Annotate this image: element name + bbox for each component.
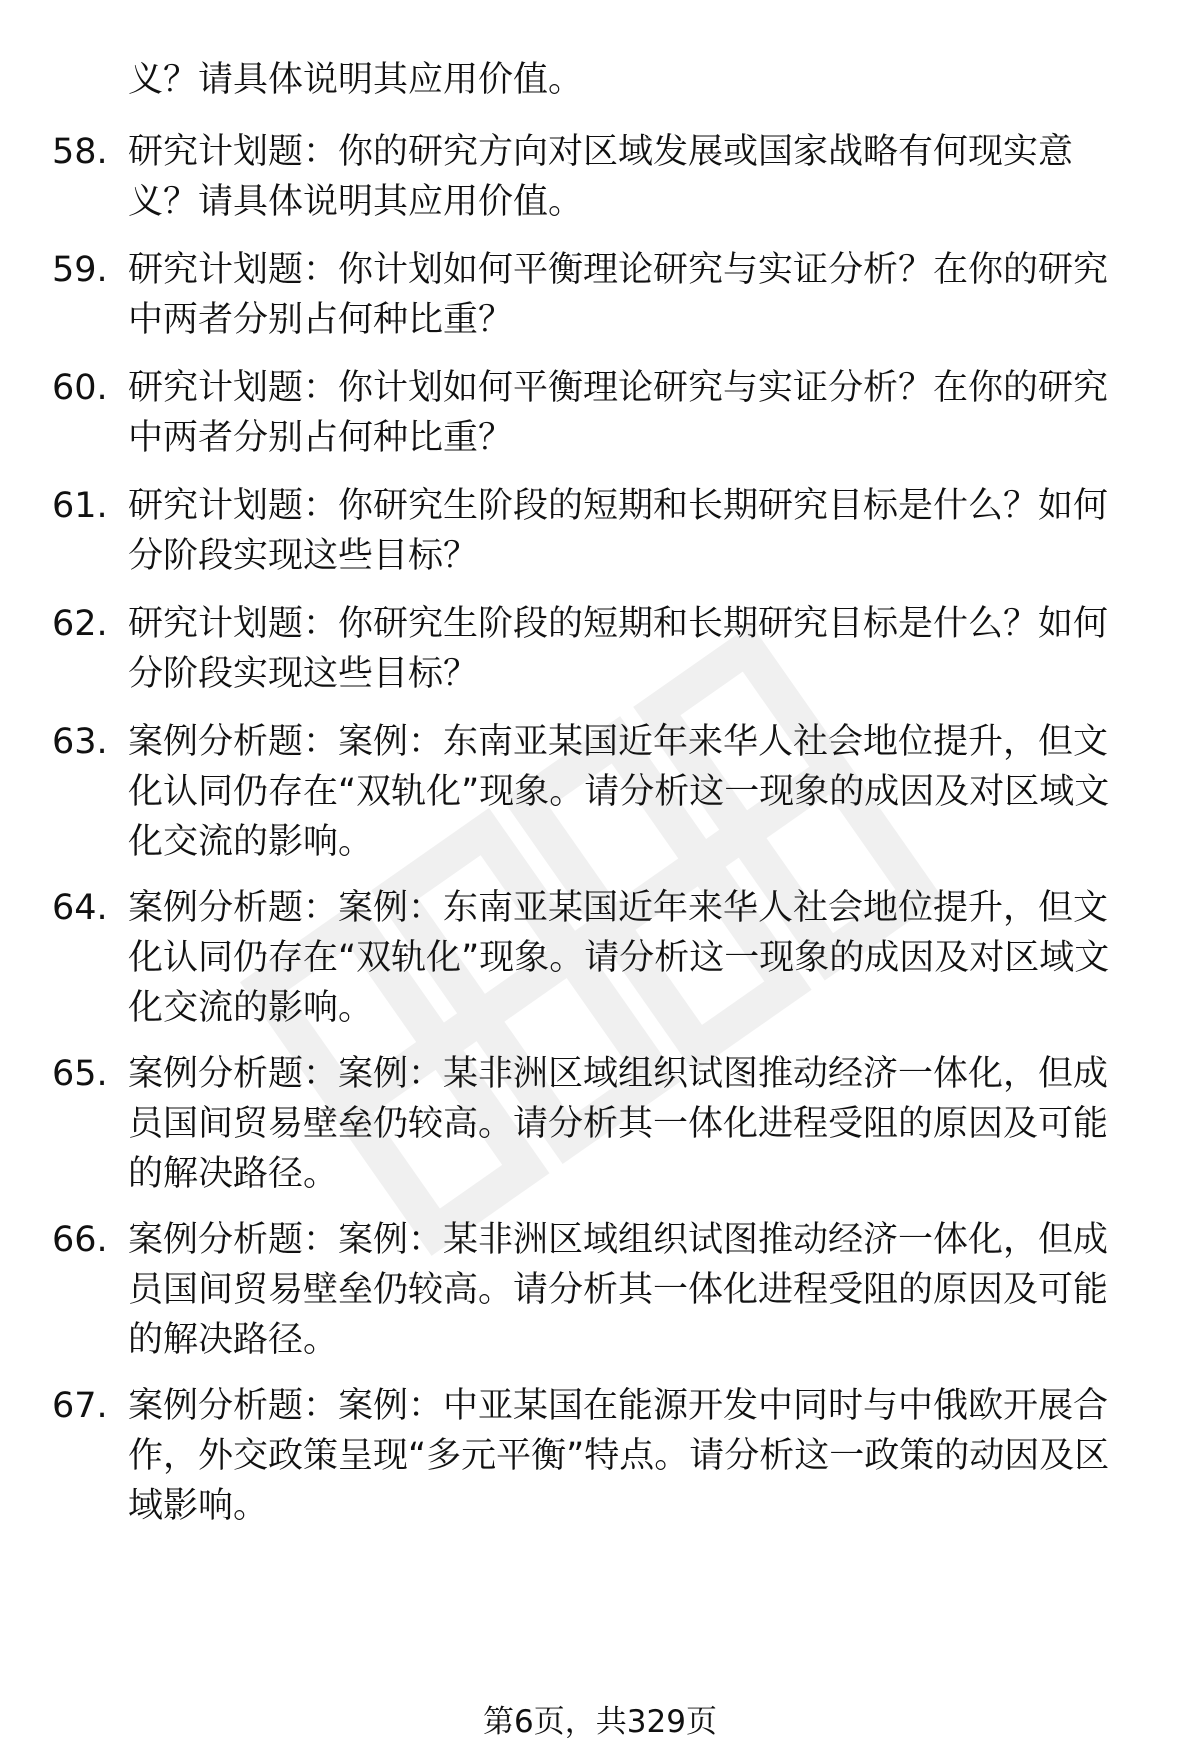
item-number: 60. [52, 368, 108, 408]
item-text: 案例分析题：案例：东南亚某国近年来华人社会地位提升，但文化认同仍存在“双轨化”现象。请分析这一现象的成因及对区域文化交流的影响。 [128, 888, 1110, 1028]
item-number: 62. [52, 604, 108, 644]
item-text: 案例分析题：案例：中亚某国在能源开发中同时与中俄欧开展合作，外交政策呈现“多元平衡”特点。请分析这一政策的动因及区域影响。 [128, 1386, 1110, 1526]
item-text: 研究计划题：你研究生阶段的短期和长期研究目标是什么？如何分阶段实现这些目标？ [128, 604, 1109, 694]
item-number: 67. [52, 1386, 108, 1426]
item-number: 63. [52, 722, 108, 762]
item-text: 案例分析题：案例：东南亚某国近年来华人社会地位提升，但文化认同仍存在“双轨化”现象。请分析这一现象的成因及对区域文化交流的影响。 [128, 722, 1110, 862]
item-text: 案例分析题：案例：某非洲区域组织试图推动经济一体化，但成员国间贸易壁垒仍较高。请分析其一体化进程受阻的原因及可能的解决路径。 [128, 1054, 1109, 1194]
item-text: 研究计划题：你计划如何平衡理论研究与实证分析？在你的研究中两者分别占何种比重？ [128, 250, 1109, 340]
item-number: 59. [52, 250, 108, 290]
item-text: 研究计划题：你研究生阶段的短期和长期研究目标是什么？如何分阶段实现这些目标？ [128, 486, 1109, 576]
item-text: 研究计划题：你计划如何平衡理论研究与实证分析？在你的研究中两者分别占何种比重？ [128, 368, 1109, 458]
item-number: 58. [52, 132, 108, 172]
item-number: 64. [52, 888, 108, 928]
item-number: 66. [52, 1220, 108, 1260]
item-text: 案例分析题：案例：某非洲区域组织试图推动经济一体化，但成员国间贸易壁垒仍较高。请分析其一体化进程受阻的原因及可能的解决路径。 [128, 1220, 1109, 1360]
page-footer: 第6页，共329页 [483, 1704, 717, 1740]
item-number: 61. [52, 486, 108, 526]
continuation-text: 义？请具体说明其应用价值。 [128, 60, 584, 100]
item-text: 研究计划题：你的研究方向对区域发展或国家战略有何现实意义？请具体说明其应用价值。 [128, 132, 1074, 222]
item-number: 65. [52, 1054, 108, 1094]
